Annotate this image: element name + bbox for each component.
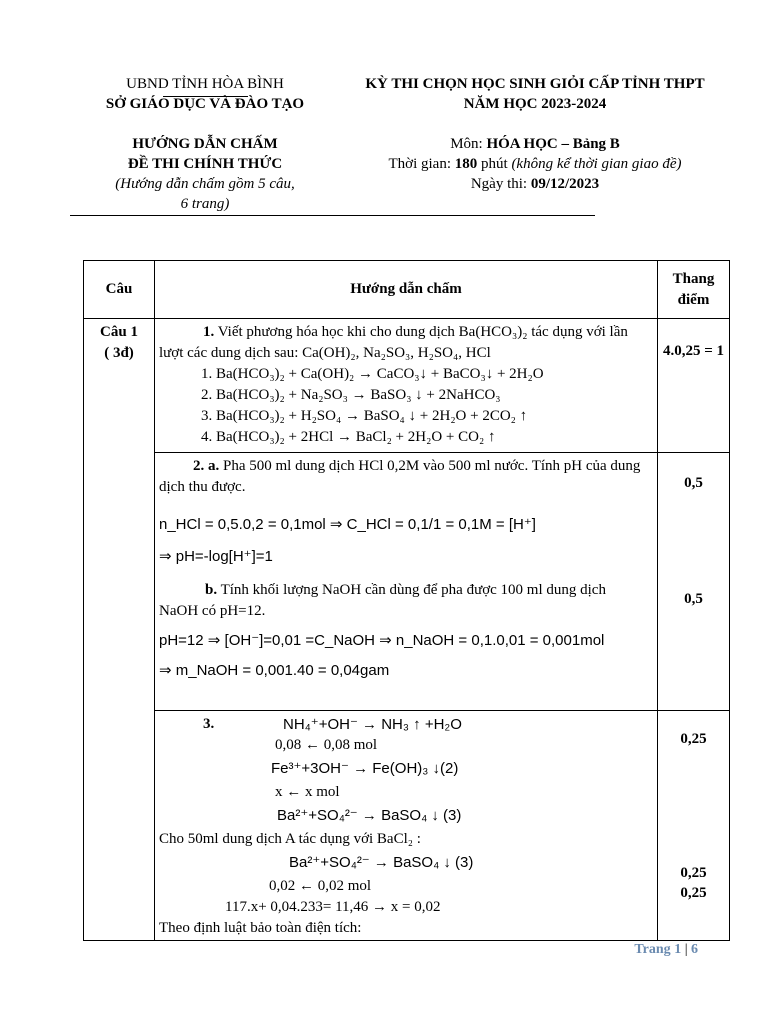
time-unit: phút (477, 156, 512, 172)
header-separator (70, 215, 595, 216)
q3-reaction-1: NH₄⁺+OH⁻ → NH₃ ↑ +H₂O (283, 716, 462, 733)
q3-reaction-1-amounts: 0,08 ← 0,08 mol (275, 737, 378, 753)
q3-number: 3. (203, 716, 215, 732)
q2-score-a: 0,5 (684, 475, 703, 491)
time-note: (không kể thời gian giao đề) (511, 156, 682, 172)
q2-prompt-b-text: Tính khối lượng NaOH cần dùng để pha được 100 ml dung dịch NaOH có pH=12. (159, 582, 606, 619)
q2-score-cell (658, 453, 730, 711)
question-1-points: ( 3đ) (104, 345, 134, 361)
table-row (84, 453, 730, 711)
exam-type: ĐỀ THI CHÍNH THỨC (127, 156, 283, 172)
page-total: 6 (691, 942, 698, 957)
q3-reaction-4: Ba²⁺+SO₄²⁻ → BaSO₄ ↓ (3) (289, 854, 474, 871)
page-number: 1 (674, 942, 682, 957)
q2-number-b: b. (205, 582, 218, 598)
time-line (330, 154, 740, 174)
authority-name: UBND TỈNH HÒA BÌNH (126, 76, 284, 92)
header-right (330, 74, 740, 194)
col-header-question: Câu (84, 261, 155, 319)
question-1-label: Câu 1 (100, 324, 138, 340)
subject-line (330, 134, 740, 154)
table-row (84, 711, 730, 941)
q2-number: 2. a. (193, 458, 220, 474)
q1-prompt-text: Viết phương hóa học khi cho dung dịch Ba(HCO₃)₂ tác dụng với lần lượt các dung dịch sau: Ca(OH)₂, Na₂SO₃, H₂SO₄, HCl (159, 324, 628, 361)
grading-table (83, 260, 730, 941)
date-label: Ngày thi: (470, 176, 531, 192)
q3-line-1 (159, 714, 647, 735)
header-left-underline (163, 96, 248, 97)
time-value: 180 (454, 156, 478, 172)
guide-note-2: 6 trang) (180, 196, 230, 212)
subject-label: Môn: (450, 136, 487, 152)
q3-reaction-2-amounts: x ← x mol (275, 784, 340, 800)
q2-prompt-a (159, 456, 647, 498)
q2-prompt-b (159, 580, 647, 622)
table-row (84, 319, 730, 453)
q1-equation-4: 4. Ba(HCO₃)₂ + 2HCl → BaCl₂ + 2H₂O + CO₂ ↑ (201, 429, 496, 445)
guide-title: HƯỚNG DẪN CHẤM (132, 136, 278, 152)
q2-prompt-a-text: Pha 500 ml dung dịch HCl 0,2M vào 500 ml nước. Tính pH của dung dịch thu được. (159, 458, 641, 495)
page-footer (634, 942, 698, 958)
q3-content (155, 711, 658, 941)
time-label: Thời gian: (388, 156, 455, 172)
q2-calc-b2: ⇒ m_NaOH = 0,001.40 = 0,04gam (159, 662, 390, 679)
q3-reaction-2: Fe³⁺+3OH⁻ → Fe(OH)₃ ↓(2) (271, 760, 459, 777)
header-left (60, 74, 350, 214)
q2-score-b: 0,5 (684, 591, 703, 607)
page-label: Trang (634, 942, 675, 957)
q2-content (155, 453, 658, 711)
q3-text-2: Theo định luật bảo toàn điện tích: (159, 920, 362, 936)
school-year: NĂM HỌC 2023-2024 (463, 96, 607, 112)
question-1-cell (84, 319, 155, 941)
q1-prompt (159, 322, 647, 364)
date-line (330, 174, 740, 194)
q2-calc-a2: ⇒ pH=-log[H⁺]=1 (159, 548, 273, 565)
q1-score: 4.0,25 = 1 (658, 319, 730, 453)
q3-text-1: Cho 50ml dung dịch A tác dụng với BaCl₂ : (159, 831, 421, 847)
q1-content (155, 319, 658, 453)
date-value: 09/12/2023 (530, 176, 600, 192)
q2-calc-a1: n_HCl = 0,5.0,2 = 0,1mol ⇒ C_HCl = 0,1/1 = 0,1M = [H⁺] (159, 516, 536, 533)
q1-number: 1. (203, 324, 215, 340)
q3-reaction-4-amounts: 0,02 ← 0,02 mol (269, 878, 372, 894)
subject-value: HÓA HỌC – Bảng B (486, 136, 620, 152)
q1-equation-3: 3. Ba(HCO₃)₂ + H₂SO₄ → BaSO₄ ↓ + 2H₂O + 2CO₂ ↑ (201, 408, 528, 424)
guide-note-1: (Hướng dẫn chấm gồm 5 câu, (115, 176, 295, 192)
q3-score-3: 0,25 (680, 885, 707, 901)
q2-calc-b1: pH=12 ⇒ [OH⁻]=0,01 =C_NaOH ⇒ n_NaOH = 0,1.0,01 = 0,001mol (159, 632, 605, 649)
q3-reaction-3: Ba²⁺+SO₄²⁻ → BaSO₄ ↓ (3) (277, 807, 462, 824)
q3-score-2: 0,25 (680, 865, 707, 881)
col-header-score: Thang điểm (658, 261, 730, 319)
department-name: SỞ GIÁO DỤC VÀ ĐÀO TẠO (105, 96, 305, 112)
table-header-row (84, 261, 730, 319)
q1-equation-2: 2. Ba(HCO₃)₂ + Na₂SO₃ → BaSO₃ ↓ + 2NaHCO₃ (201, 387, 501, 403)
col-header-guide: Hướng dẫn chấm (155, 261, 658, 319)
q1-equation-1: 1. Ba(HCO₃)₂ + Ca(OH)₂ → CaCO₃↓ + BaCO₃↓ + 2H₂O (201, 366, 544, 382)
exam-name: KỲ THI CHỌN HỌC SINH GIỎI CẤP TỈNH THPT (365, 76, 705, 92)
q3-score-cell (658, 711, 730, 941)
page-separator: | (681, 942, 691, 957)
q3-calc: 117.x+ 0,04.233= 11,46 → x = 0,02 (225, 899, 441, 915)
q3-score-1: 0,25 (680, 731, 707, 747)
